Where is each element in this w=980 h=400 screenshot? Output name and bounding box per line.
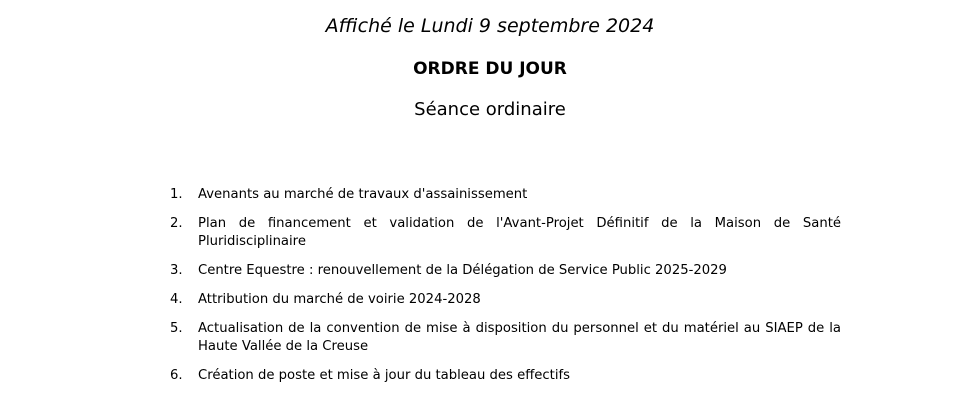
agenda-item-4 <box>160 291 841 309</box>
agenda-title: ORDRE DU JOUR <box>413 59 567 79</box>
agenda-item-text: Plan de financement et validation de l'Avant-Projet Définitif de la Maison de Santé Pluridisciplinaire <box>198 216 841 249</box>
agenda-item-3 <box>160 262 841 280</box>
session-type: Séance ordinaire <box>414 99 566 120</box>
agenda-item-number: 6. <box>170 368 183 383</box>
agenda-item-1 <box>160 186 841 204</box>
agenda-item-6 <box>160 367 841 385</box>
posted-date: Affiché le Lundi 9 septembre 2024 <box>325 15 655 37</box>
agenda-item-text: Création de poste et mise à jour du tableau des effectifs <box>198 368 570 383</box>
agenda-item-number: 5. <box>170 321 183 336</box>
agenda-item-text: Actualisation de la convention de mise à disposition du personnel et du matériel au SIAEP de la Haute Vallée de la Creuse <box>198 321 841 354</box>
agenda-item-text: Attribution du marché de voirie 2024-2028 <box>198 292 481 307</box>
agenda-item-5 <box>160 320 841 356</box>
agenda-list <box>160 186 841 396</box>
agenda-item-number: 4. <box>170 292 183 307</box>
agenda-item-number: 2. <box>170 216 183 231</box>
agenda-item-number: 3. <box>170 263 183 278</box>
agenda-item-text: Centre Equestre : renouvellement de la Délégation de Service Public 2025-2029 <box>198 263 727 278</box>
agenda-item-text: Avenants au marché de travaux d'assainissement <box>198 187 528 202</box>
agenda-item-2 <box>160 215 841 251</box>
agenda-item-number: 1. <box>170 187 183 202</box>
